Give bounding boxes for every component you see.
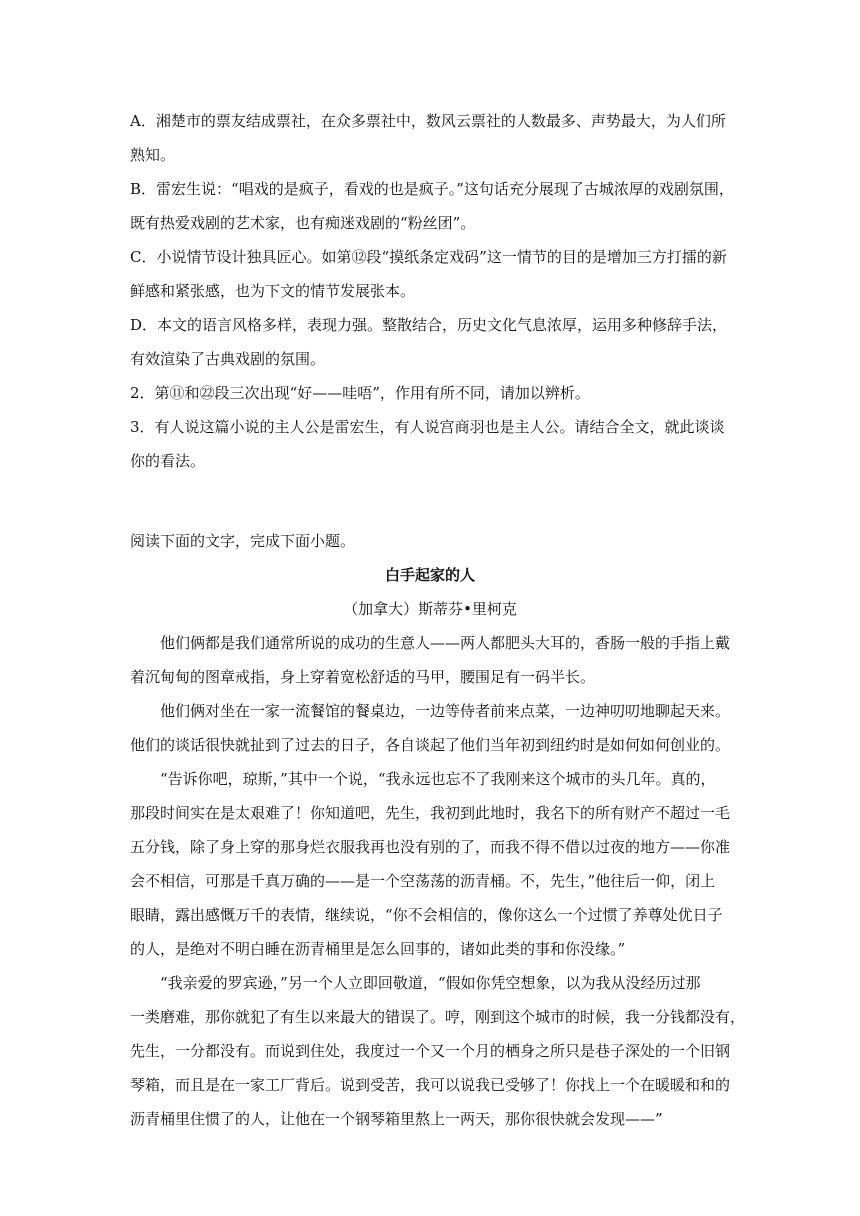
article-line: 他们俩对坐在一家一流餐馆的餐桌边，一边等侍者前来点菜，一边神叨叨地聊起天来。 bbox=[160, 702, 731, 720]
article-line: 眼睛，露出感慨万千的表情，继续说，“你不会相信的，像你这么一个过惯了养尊处优日子 bbox=[130, 906, 723, 924]
question-2: 2．第⑪和㉒段三次出现“好——哇唔”，作用有所不同，请加以辨析。 bbox=[130, 384, 590, 402]
article-line: 一类磨难，那你就犯了有生以来最大的错误了。哼，刚到这个城市的时候，我一分钱都没有， bbox=[130, 1008, 746, 1026]
article-line: 的人，是绝对不明白睡在沥青桶里是怎么回事的，诸如此类的事和你没缘。” bbox=[130, 940, 626, 958]
article-line: “告诉你吧，琼斯，”其中一个说，“我永远也忘不了我刚来这个城市的头几年。真的， bbox=[160, 770, 716, 788]
option-d-line-2: 有效渲染了古典戏剧的氛围。 bbox=[130, 350, 326, 368]
article-line: 他们俩都是我们通常所说的成功的生意人——两人都肥头大耳的，香肠一般的手指上戴 bbox=[160, 634, 731, 652]
article-author: （加拿大）斯蒂芬•里柯克 bbox=[343, 600, 517, 618]
document-page bbox=[130, 104, 746, 1136]
reading-instruction: 阅读下面的文字，完成下面小题。 bbox=[130, 532, 356, 550]
article-line: 那段时间实在是太艰难了！你知道吧，先生，我初到此地时，我名下的所有财产不超过一毛 bbox=[130, 804, 731, 822]
option-a-line-2: 熟知。 bbox=[130, 146, 176, 164]
article-line: 他们的谈话很快就扯到了过去的日子，各自谈起了他们当年初到纽约时是如何如何创业的。 bbox=[130, 736, 731, 754]
option-d-line-1: D．本文的语言风格多样，表现力强。整散结合，历史文化气息浓厚，运用多种修辞手法， bbox=[130, 316, 728, 334]
question-options bbox=[130, 104, 734, 478]
question-3-line-1: 3．有人说这篇小说的主人公是雷宏生，有人说宫商羽也是主人公。请结合全文，就此谈谈 bbox=[130, 418, 725, 436]
article-line: 先生，一分都没有。而说到住处，我度过一个又一个月的栖身之所只是巷子深处的一个旧钢 bbox=[130, 1042, 731, 1060]
article-line: 着沉甸甸的图章戒指，身上穿着宽松舒适的马甲，腰围足有一码半长。 bbox=[130, 668, 596, 686]
article-title: 白手起家的人 bbox=[384, 566, 475, 584]
article-line: 五分钱，除了身上穿的那身烂衣服我再也没有别的了，而我不得不借以过夜的地方——你准 bbox=[130, 838, 731, 856]
option-c-line-2: 鲜感和紧张感，也为下文的情节发展张本。 bbox=[130, 282, 416, 300]
article-line: 会不相信，可那是千真万确的——是一个空荡荡的沥青桶。不，先生，”他往后一仰，闭上 bbox=[130, 872, 716, 890]
option-b-line-1: B．雷宏生说：“唱戏的是疯子，看戏的也是疯子。”这句话充分展现了古城浓厚的戏剧氛围， bbox=[130, 180, 734, 198]
article-line: 沥青桶里住惯了的人，让他在一个钢琴箱里熬上一两天，那你很快就会发现——” bbox=[130, 1110, 663, 1128]
question-3-line-2: 你的看法。 bbox=[130, 452, 206, 470]
option-c-line-1: C．小说情节设计独具匠心。如第⑫段“摸纸条定戏码”这一情节的目的是增加三方打擂的新 bbox=[130, 248, 727, 266]
option-a-line-1: A．湘楚市的票友结成票社，在众多票社中，数风云票社的人数最多、声势最大，为人们所 bbox=[130, 112, 726, 130]
article-body bbox=[130, 626, 746, 1136]
article-line: 琴箱，而且是在一家工厂背后。说到受苦，我可以说我已受够了！你找上一个在暖暖和和的 bbox=[130, 1076, 731, 1094]
option-b-line-2: 既有热爱戏剧的艺术家，也有痴迷戏剧的“粉丝团”。 bbox=[130, 214, 476, 232]
article-line: “我亲爱的罗宾逊，”另一个人立即回敬道，“假如你凭空想象，以为我从没经历过那 bbox=[160, 974, 701, 992]
